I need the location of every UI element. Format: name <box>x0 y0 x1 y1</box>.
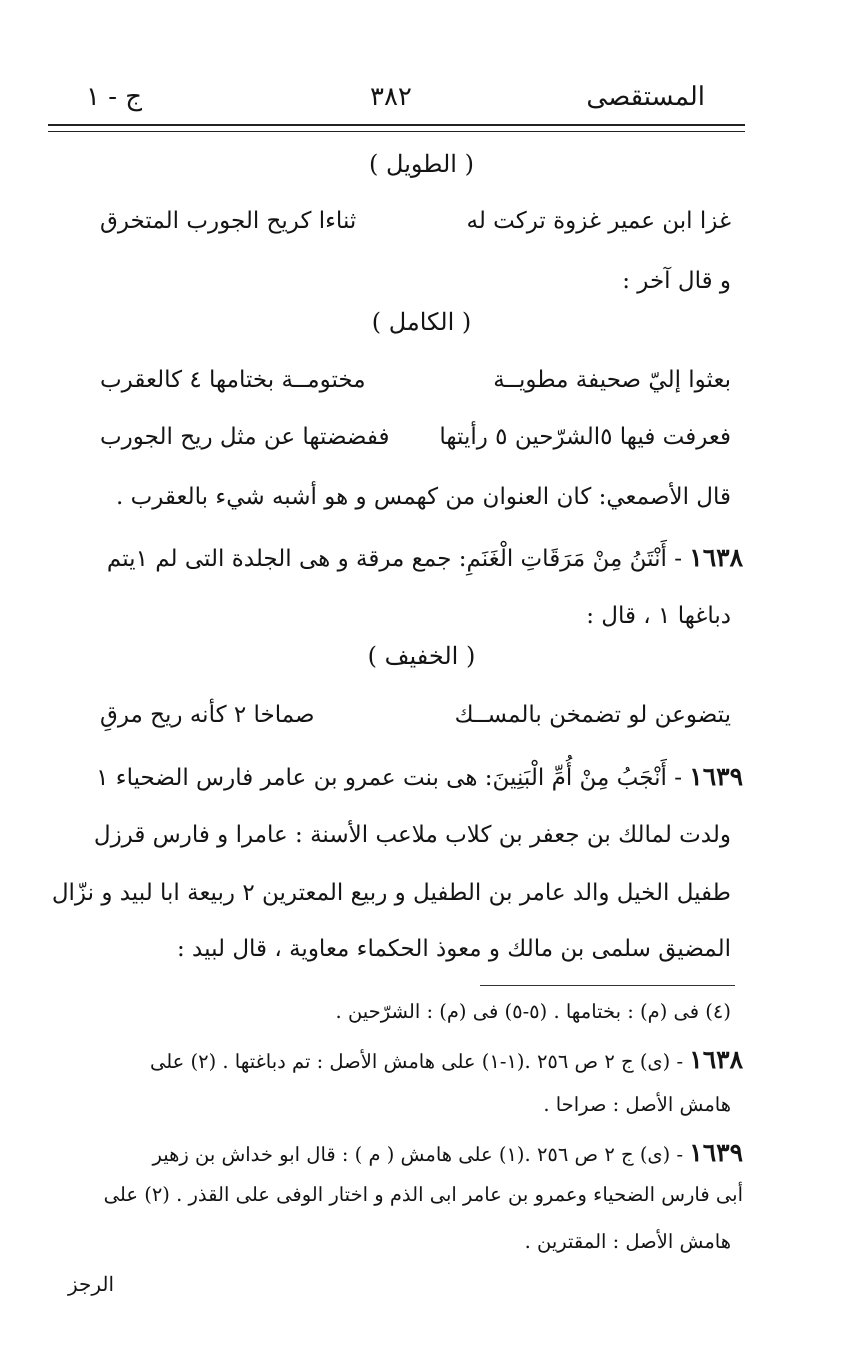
text-line: قال الأصمعي: كان العنوان من كهمس و هو أشبه شيء بالعقرب . <box>115 484 731 510</box>
verse-second-hemistich: ففضضتها عن مثل ريح الجورب <box>100 424 390 450</box>
footnote-text: - (ى) ج ٢ ص ٢٥٦ .(١-١) على هامش الأصل : تم دباغتها . (٢) على <box>149 1050 690 1073</box>
footnote-continuation: هامش الأصل : صراحا . <box>543 1093 731 1116</box>
entry-number: ١٦٣٩ <box>689 762 743 791</box>
text-line: دباغها ١ ، قال : <box>586 603 731 629</box>
verse-second-hemistich: ثناءا كريح الجورب المتخرق <box>100 208 357 234</box>
entry-text: - أَنْتَنُ مِنْ مَرَقَاتِ الْغَنَمِ: جمع مرقة و هى الجلدة التى لم ١يتم <box>106 546 690 572</box>
text-line: المضيق سلمى بن مالك و معوذ الحكماء معاوية ، قال لبيد : <box>177 936 731 962</box>
footnote-continuation: هامش الأصل : المقترين . <box>524 1230 731 1253</box>
footnote-separator <box>480 985 735 986</box>
header-rule-bottom <box>48 131 745 132</box>
verse-second-hemistich: مختومــة بختامها ٤ كالعقرب <box>100 367 366 393</box>
verse-first-hemistich: يتضوعن لو تضمخن بالمســك <box>454 702 731 728</box>
entry-line <box>107 543 743 572</box>
entry-number: ١٦٣٨ <box>689 543 743 572</box>
footnote: (٤) فى (م) : بختامها . (٥-٥) فى (م) : الشرّحين . <box>335 1000 731 1023</box>
footnote-number: ١٦٣٩ <box>689 1138 743 1167</box>
meter-heading: ( الطويل ) <box>369 150 474 178</box>
verse <box>100 424 731 450</box>
meter-heading: ( الكامل ) <box>371 308 472 336</box>
verse <box>100 208 731 234</box>
volume-label: ج - ١ <box>86 82 143 112</box>
entry-text: - أَنْجَبُ مِنْ أُمِّ الْبَنِينَ: هى بنت عمرو بن عامر فارس الضحياء ١ <box>96 765 690 791</box>
footnote-text: - (ى) ج ٢ ص ٢٥٦ .(١) على هامش ( م ) : قال ابو خداش بن زهير <box>152 1143 690 1166</box>
verse-first-hemistich: بعثوا إليّ صحيفة مطويــة <box>493 367 731 393</box>
meter-heading: ( الخفيف ) <box>367 642 476 670</box>
verse-second-hemistich: صماخا ٢ كأنه ريح مرقِ <box>100 702 315 728</box>
footnote <box>150 1045 743 1074</box>
text-line: ولدت لمالك بن جعفر بن كلاب ملاعب الأسنة : عامرا و فارس قرزل <box>93 822 731 848</box>
header-rule-top <box>48 124 745 126</box>
verse <box>100 367 731 393</box>
footnote <box>152 1138 743 1167</box>
text-line: طفيل الخيل والد عامر بن الطفيل و ربيع المعترين ٢ ربيعة ابا لبيد و نزّال <box>51 880 731 906</box>
verse-first-hemistich: غزا ابن عمير غزوة تركت له <box>466 208 731 234</box>
catchword: الرجز <box>68 1272 115 1296</box>
entry-line <box>96 762 743 791</box>
running-title: المستقصى <box>586 82 705 112</box>
footnote-number: ١٦٣٨ <box>689 1045 743 1074</box>
page-number: ٣٨٢ <box>370 82 412 112</box>
verse-first-hemistich: فعرفت فيها ٥الشرّحين ٥ رأيتها <box>439 424 731 450</box>
verse <box>100 702 731 728</box>
footnote-continuation: أبى فارس الضحياء وعمرو بن عامر ابى الذم و اختار الوفى على القذر . (٢) على <box>103 1183 743 1206</box>
text-line: و قال آخر : <box>622 268 731 294</box>
